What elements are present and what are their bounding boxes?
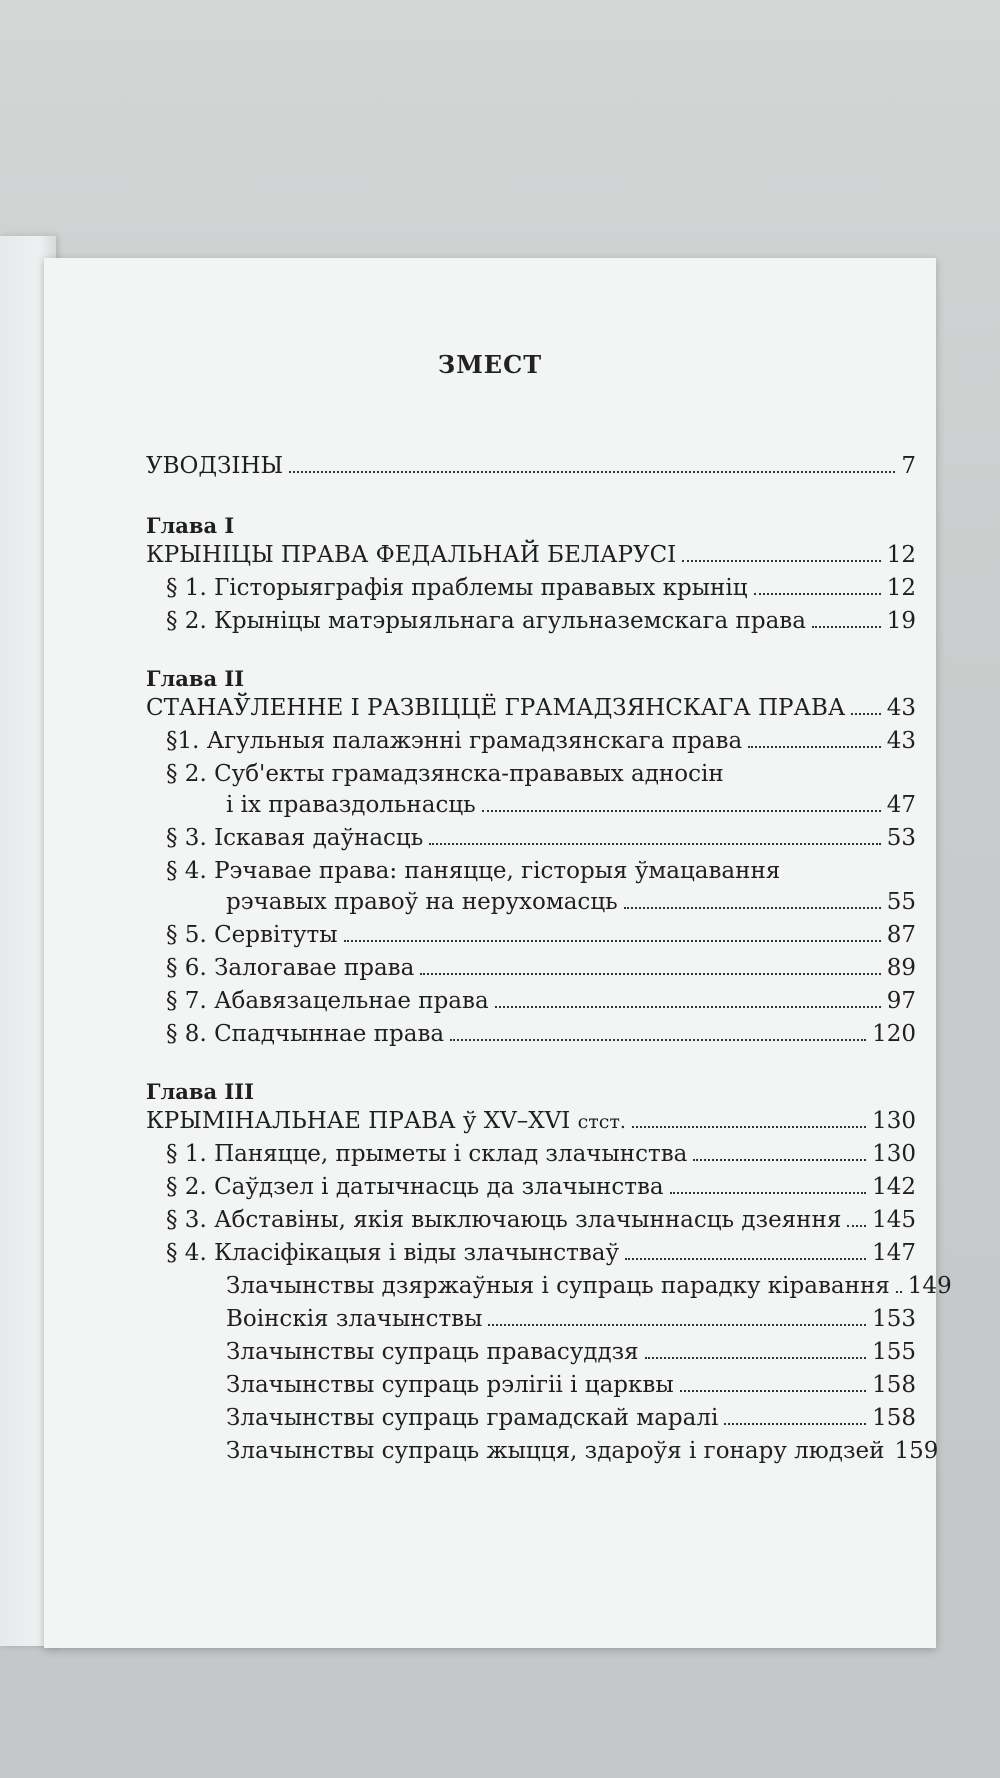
toc-entry[interactable] <box>166 922 916 948</box>
dot-leader <box>429 843 880 845</box>
toc-entry[interactable] <box>226 792 916 818</box>
toc-entry-page: 120 <box>872 1021 916 1047</box>
toc-entry-label: Злачынствы супраць рэлігіі і царквы <box>226 1372 674 1398</box>
toc-entry-label: § 2. Саўдзел і датычнасць да злачынства <box>166 1174 664 1200</box>
toc-entry[interactable] <box>166 575 916 601</box>
dot-leader <box>748 746 881 748</box>
toc-entry[interactable] <box>226 1372 916 1398</box>
dot-leader <box>624 907 881 909</box>
toc-chapter-title[interactable] <box>146 542 916 568</box>
toc-entry-page: 12 <box>886 542 916 568</box>
toc-entry-page: 12 <box>886 575 916 601</box>
toc-entry-label: і іх праваздольнасць <box>226 792 476 818</box>
dot-leader <box>724 1423 866 1425</box>
toc-entry-label: § 3. Абставіны, якія выключаюць злачыннасць дзеяння <box>166 1207 842 1233</box>
dot-leader <box>625 1258 866 1260</box>
toc-entry[interactable] <box>166 1240 916 1266</box>
toc-entry-page: 7 <box>901 453 916 479</box>
toc-entry[interactable] <box>166 1021 916 1047</box>
toc-entry[interactable] <box>226 889 916 915</box>
dot-leader <box>344 940 881 942</box>
dot-leader <box>812 626 881 628</box>
dot-leader <box>682 560 880 562</box>
toc-entry-page: 19 <box>886 608 916 634</box>
toc-entry-page: 147 <box>872 1240 916 1266</box>
toc-entry-intro[interactable] <box>146 453 916 479</box>
page-title: ЗМЕСТ <box>437 350 543 379</box>
chapter-heading: Глава I <box>146 513 235 538</box>
dot-leader <box>645 1357 866 1359</box>
toc-entry-label: Злачынствы супраць правасуддзя <box>226 1339 639 1365</box>
toc-entry-page: 153 <box>872 1306 916 1332</box>
chapter-heading: Глава III <box>146 1079 254 1104</box>
dot-leader <box>482 810 881 812</box>
toc-entry-label: § 5. Сервітуты <box>166 922 338 948</box>
toc-entry-label: § 6. Залогавае права <box>166 955 415 981</box>
toc-entry-label: § 3. Іскавая даўнасць <box>166 825 424 851</box>
toc-entry-page: 158 <box>872 1372 916 1398</box>
toc-entry-label-line1: § 4. Рэчавае права: паняцце, гісторыя ўмацавання <box>166 858 781 884</box>
toc-entry-label: УВОДЗІНЫ <box>146 453 284 479</box>
toc-entry-page: 53 <box>886 825 916 851</box>
toc-entry-label <box>146 1108 626 1134</box>
toc-entry-page: 155 <box>872 1339 916 1365</box>
dot-leader <box>851 713 880 715</box>
dot-leader <box>289 471 895 473</box>
toc-entry-page: 142 <box>872 1174 916 1200</box>
toc-entry[interactable] <box>166 608 916 634</box>
toc-entry[interactable] <box>166 825 916 851</box>
toc-entry-page: 130 <box>872 1141 916 1167</box>
toc-entry-label: Воінскія злачынствы <box>226 1306 483 1332</box>
toc-entry-label: КРЫНІЦЫ ПРАВА ФЕДАЛЬНАЙ БЕЛАРУСІ <box>146 542 677 568</box>
toc-entry-page: 43 <box>886 695 916 721</box>
toc-entry-page: 43 <box>886 728 916 754</box>
toc-entry-page: 158 <box>872 1405 916 1431</box>
dot-leader <box>896 1291 902 1293</box>
dot-leader <box>632 1126 866 1128</box>
toc-entry-label-line1: § 2. Суб'екты грамадзянска-прававых адносін <box>166 761 724 787</box>
toc-entry-label-main: КРЫМІНАЛЬНАЕ ПРАВА ў XV–XVI <box>146 1108 571 1134</box>
toc-entry[interactable] <box>166 1141 916 1167</box>
dot-leader <box>693 1159 866 1161</box>
chapter-heading: Глава II <box>146 666 245 691</box>
toc-entry[interactable] <box>226 1438 939 1464</box>
toc-entry[interactable] <box>166 1207 916 1233</box>
toc-entry[interactable] <box>166 728 916 754</box>
toc-entry[interactable] <box>166 1174 916 1200</box>
toc-chapter-title[interactable] <box>146 695 916 721</box>
dot-leader <box>680 1390 866 1392</box>
toc-entry-label: § 1. Паняцце, прыметы і склад злачынства <box>166 1141 688 1167</box>
toc-entry-page: 149 <box>907 1273 952 1299</box>
dot-leader <box>450 1039 866 1041</box>
toc-entry-page: 97 <box>886 988 916 1014</box>
toc-entry-page: 159 <box>894 1438 939 1464</box>
toc-entry-page: 89 <box>886 955 916 981</box>
toc-entry-label-suffix: стст. <box>577 1111 626 1133</box>
toc-entry-label: Злачынствы супраць жыцця, здароўя і гонару людзей <box>226 1438 885 1464</box>
toc-entry[interactable] <box>226 1306 916 1332</box>
toc-entry-label: Злачынствы дзяржаўныя і супраць парадку кіравання <box>226 1273 890 1299</box>
toc-entry-page: 145 <box>872 1207 916 1233</box>
toc-entry-label: § 8. Спадчыннае права <box>166 1021 445 1047</box>
dot-leader <box>495 1006 881 1008</box>
toc-entry-page: 130 <box>872 1108 916 1134</box>
dot-leader <box>754 593 881 595</box>
dot-leader <box>670 1192 866 1194</box>
dot-leader <box>847 1225 866 1227</box>
toc-entry-label: рэчавых правоў на нерухомасць <box>226 889 618 915</box>
toc-entry-label: Злачынствы супраць грамадскай маралі <box>226 1405 719 1431</box>
toc-entry-label: СТАНАЎЛЕННЕ І РАЗВІЦЦЁ ГРАМАДЗЯНСКАГА ПРАВА <box>146 695 846 721</box>
toc-entry[interactable] <box>166 955 916 981</box>
toc-entry[interactable] <box>226 1405 916 1431</box>
book-page <box>44 258 952 1648</box>
toc-entry-label: § 4. Класіфікацыя і віды злачынстваў <box>166 1240 620 1266</box>
toc-entry-label: § 1. Гісторыяграфія праблемы прававых крыніц <box>166 575 748 601</box>
toc-entry-page: 87 <box>886 922 916 948</box>
toc-entry[interactable] <box>166 988 916 1014</box>
toc-entry-label: §1. Агульныя палажэнні грамадзянскага права <box>166 728 743 754</box>
toc-entry[interactable] <box>226 1273 952 1299</box>
toc-entry-label: § 7. Абавязацельнае права <box>166 988 489 1014</box>
toc-entry[interactable] <box>226 1339 916 1365</box>
toc-entry-page: 55 <box>886 889 916 915</box>
dot-leader <box>488 1324 866 1326</box>
toc-chapter-title[interactable] <box>146 1108 916 1134</box>
toc-entry-page: 47 <box>886 792 916 818</box>
dot-leader <box>420 973 880 975</box>
toc-entry-label: § 2. Крыніцы матэрыяльнага агульназемскага права <box>166 608 806 634</box>
